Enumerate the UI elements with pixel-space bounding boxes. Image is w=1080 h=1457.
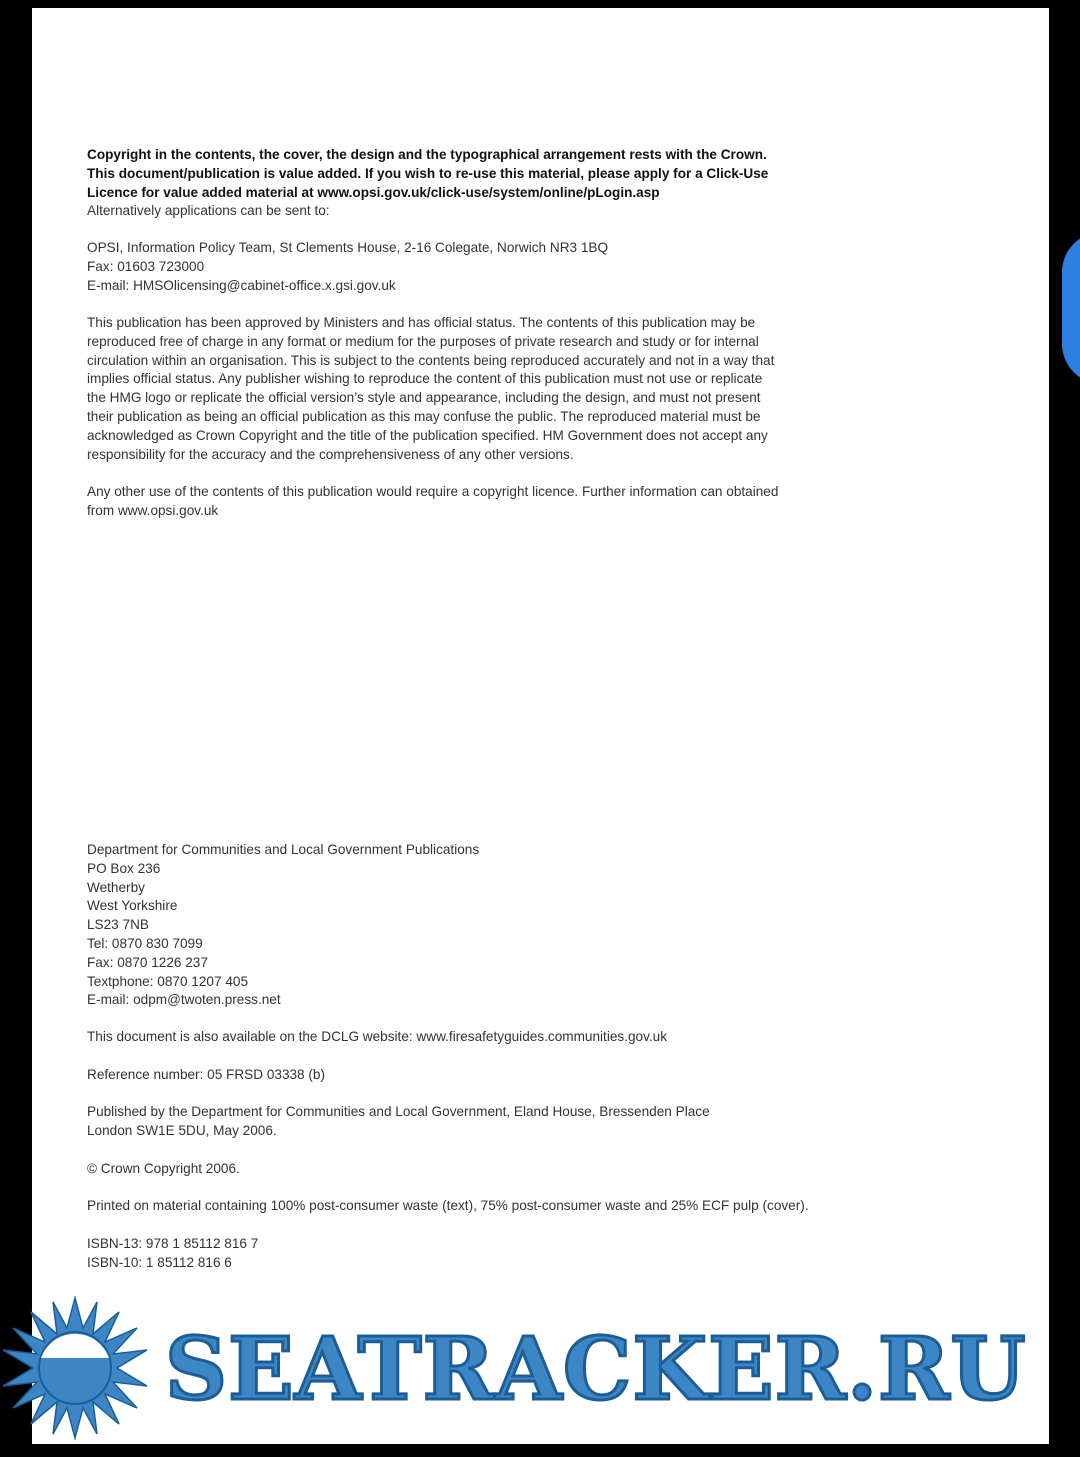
approval-line: acknowledged as Crown Copyright and the title of the publication specified. HM Government does not accept any [87,427,768,443]
document-page [32,8,1049,1444]
publisher-line: Textphone: 0870 1207 405 [87,973,249,989]
side-tab[interactable] [1062,232,1080,384]
publisher-line: PO Box 236 [87,860,161,876]
approval-line: reproduced free of charge in any format or medium for the purposes of private research and study or for internal [87,333,759,349]
dclg-website-notice [87,1028,847,1047]
approval-line: their publication as being an official publication as this may confuse the public. The reproduced material must be [87,408,761,424]
watermark-text: SEATRACKER.RU [165,1319,1027,1420]
opsi-contact [87,239,847,295]
published-by [87,1103,847,1141]
copyright-line: Alternatively applications can be sent to: [87,203,330,219]
dclg-website-line: This document is also available on the DCLG website: www.firesafetyguides.communities.gov.uk [87,1029,668,1044]
approval-line: the HMG logo or replicate the official version’s style and appearance, including the design, and must not present [87,390,761,406]
copyright-line: This document/publication is value added. If you wish to re-use this material, please apply for a Click-Use [87,165,769,181]
publisher-line: Tel: 0870 830 7099 [87,935,203,951]
copyright-notice [87,146,847,221]
printed-material-line: Printed on material containing 100% post-consumer waste (text), 75% post-consumer waste and 25% ECF pulp (cover). [87,1198,809,1213]
approval-line: circulation within an organisation. This is subject to the contents being reproduced accurately and not in a way that [87,352,775,368]
other-use-line: from www.opsi.gov.uk [87,502,219,518]
approval-line: implies official status. Any publisher wishing to reproduce the content of this publication must not use or replicate [87,371,763,387]
publisher-line: West Yorkshire [87,898,178,914]
publisher-line: Wetherby [87,879,145,895]
reference-number-line: Reference number: 05 FRSD 03338 (b) [87,1067,326,1082]
opsi-email: E-mail: HMSOlicensing@cabinet-office.x.gsi.gov.uk [87,277,396,293]
reference-number [87,1066,847,1085]
approval-line: This publication has been approved by Ministers and has official status. The contents of this publication may be [87,315,756,330]
publisher-line: Department for Communities and Local Government Publications [87,842,480,857]
publisher-line: E-mail: odpm@twoten.press.net [87,992,281,1008]
other-use-line: Any other use of the contents of this publication would require a copyright licence. Further information can obtained [87,484,779,499]
opsi-fax: Fax: 01603 723000 [87,258,205,274]
isbn-10: ISBN-10: 1 85112 816 6 [87,1254,232,1270]
isbn-13: ISBN-13: 978 1 85112 816 7 [87,1236,259,1251]
copyright-line: Licence for value added material at www.opsi.gov.uk/click-use/system/online/pLogin.asp [87,184,660,200]
approval-notice [87,314,847,464]
crown-copyright-line: © Crown Copyright 2006. [87,1161,240,1176]
crown-copyright [87,1160,847,1179]
copyright-line: Copyright in the contents, the cover, the design and the typographical arrangement rests with the Crown. [87,147,767,162]
opsi-address: OPSI, Information Policy Team, St Clements House, 2-16 Colegate, Norwich NR3 1BQ [87,240,609,255]
approval-line: responsibility for the accuracy and the comprehensiveness of any other versions. [87,446,574,462]
published-by-line: Published by the Department for Communities and Local Government, Eland House, Bressenden Place [87,1104,710,1119]
isbn-block [87,1235,847,1273]
published-by-line: London SW1E 5DU, May 2006. [87,1122,277,1138]
publisher-line: Fax: 0870 1226 237 [87,954,208,970]
publisher-line: LS23 7NB [87,917,149,933]
printed-material-notice [87,1197,847,1216]
publisher-address [87,841,847,1010]
other-use-notice [87,483,847,521]
